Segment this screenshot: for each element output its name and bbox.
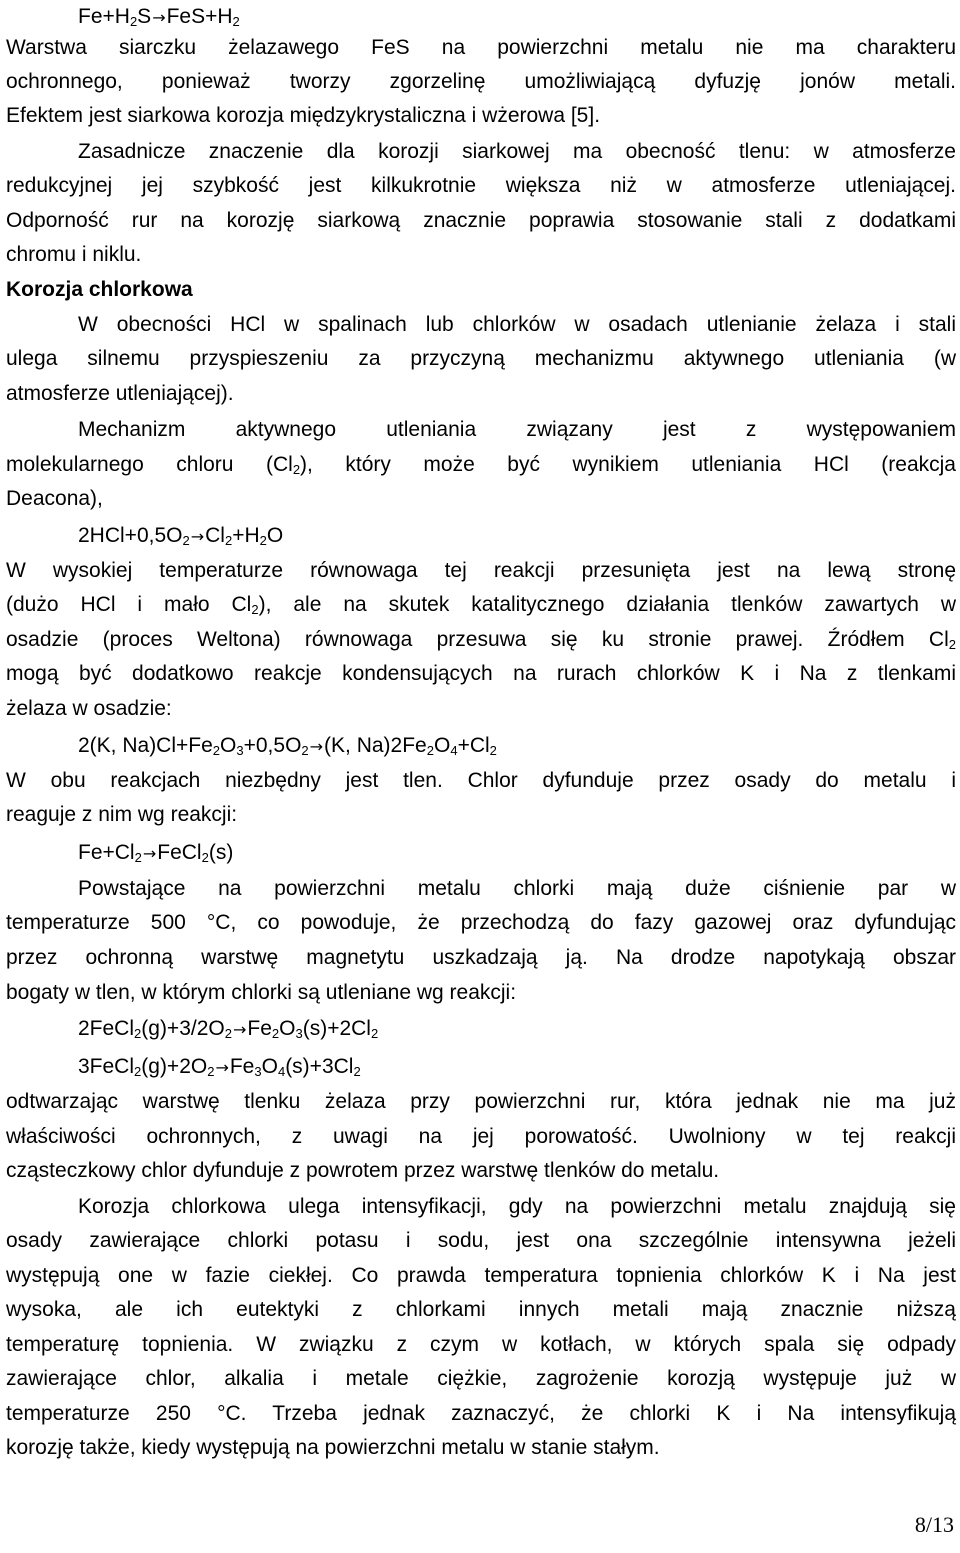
text-line: żelaza w osadzie: — [6, 697, 172, 720]
page-number: 8/13 — [914, 1512, 954, 1537]
text-line: właściwości ochronnych, z uwagi na jej porowatość. Uwolniony w tej reakcji — [6, 1125, 956, 1148]
equation-deacon: $2HCl+0,5O_2\to Cl_2+H_2O$ — [78, 524, 284, 548]
text-line: cząsteczkowy chlor dyfunduje z powrotem przez warstwę tlenków do metalu. — [6, 1159, 720, 1182]
text-line: wysoka, ale ich eutektyki z chlorkami innych metali mają znacznie niższą — [6, 1298, 956, 1321]
text-line: temperaturze 500 °C, co powoduje, że przechodzą do fazy gazowej oraz dyfundując — [6, 911, 956, 934]
text-line: bogaty w tlen, w którym chlorki są utleniane wg reakcji: — [6, 981, 517, 1004]
text-line: temperaturze 250 °C. Trzeba jednak zaznaczyć, że chlorki K i Na intensyfikują — [6, 1402, 956, 1425]
equation-fe-h2s: $Fe+H_2S\to FeS+H_2$ — [78, 5, 240, 29]
text-line: Efektem jest siarkowa korozja międzykrystaliczna i wżerowa [5]. — [6, 104, 601, 127]
text-line: Deacona), — [6, 487, 103, 510]
text-line: Odporność rur na korozję siarkową znacznie poprawia stosowanie stali z dodatkami — [6, 209, 956, 232]
text-line: W obu reakcjach niezbędny jest tlen. Chlor dyfunduje przez osady do metalu i — [6, 769, 956, 792]
text-line: Mechanizm aktywnego utleniania związany jest z występowaniem — [78, 418, 956, 441]
text-line: redukcyjnej jej szybkość jest kilkukrotnie większa niż w atmosferze utleniającej. — [6, 174, 956, 197]
text-line: (dużo HCl i mało $Cl_2$), ale na skutek katalitycznego działania tlenków zawartych w — [6, 593, 956, 617]
text-line: Powstające na powierzchni metalu chlorki mają duże ciśnienie par w — [78, 877, 956, 900]
text-line: ochronnego, ponieważ tworzy zgorzelinę umożliwiającą dyfuzję jonów metali. — [6, 70, 956, 93]
text-line: Warstwa siarczku żelazawego FeS na powierzchni metalu nie ma charakteru — [6, 36, 956, 59]
text-line: zawierające chlor, alkalia i metale ciężkie, zagrożenie korozją występuje już w — [6, 1367, 956, 1390]
text-line: korozję także, kiedy występują na powierzchni metalu w stanie stałym. — [6, 1436, 660, 1459]
equation-fe3o4: $3FeCl_2(g)+2O_2\to Fe_3O_4(s)+3Cl_2$ — [78, 1055, 361, 1079]
text-line: molekularnego chloru $(Cl_2)$, który może być wynikiem utleniania HCl (reakcja — [6, 453, 956, 477]
text-line: Korozja chlorkowa ulega intensyfikacji, gdy na powierzchni metalu znajdują się — [78, 1195, 956, 1218]
text-line: W wysokiej temperaturze równowaga tej reakcji przesunięta jest na lewą stronę — [6, 559, 956, 582]
equation-fe2o3: $2FeCl_2(g)+3/2O_2\to Fe_2O_3(s)+2Cl_2$ — [78, 1017, 379, 1041]
text-line: temperaturę topnienia. W związku z czym w kotłach, w których spala się odpady — [6, 1333, 956, 1356]
text-line: atmosferze utleniającej). — [6, 382, 234, 405]
text-line: mogą być dodatkowo reakcje kondensujących na rurach chlorków K i Na z tlenkami — [6, 662, 956, 685]
equation-fecl2: $Fe+Cl_2\to FeCl_2(s)$ — [78, 841, 234, 865]
text-line: ulega silnemu przyspieszeniu za przyczyną mechanizmu aktywnego utleniania (w — [6, 347, 956, 370]
text-line: odtwarzając warstwę tlenku żelaza przy powierzchni rur, która jednak nie ma już — [6, 1090, 956, 1113]
equation-alkali-chloride: 2(K, $Na)Cl+Fe_2O_3+0,5O_2\to(K$, $Na)2Fe_2O_4+Cl_2$ — [78, 734, 497, 758]
text-line: chromu i niklu. — [6, 243, 142, 266]
text-line: W obecności HCl w spalinach lub chlorków w osadach utlenianie żelaza i stali — [78, 313, 956, 336]
section-heading: Korozja chlorkowa — [6, 278, 193, 301]
text-line: Zasadnicze znaczenie dla korozji siarkowej ma obecność tlenu: w atmosferze — [78, 140, 956, 163]
text-line: występują one w fazie ciekłej. Co prawda temperatura topnienia chlorków K i Na jest — [6, 1264, 956, 1287]
text-line: przez ochronną warstwę magnetytu uszkadzają ją. Na drodze napotykają obszar — [6, 946, 956, 969]
text-line: reaguje z nim wg reakcji: — [6, 803, 238, 826]
text-line: osady zawierające chlorki potasu i sodu, jest ona szczególnie intensywna jeżeli — [6, 1229, 956, 1252]
text-line: osadzie (proces Weltona) równowaga przesuwa się ku stronie prawej. Źródłem $Cl_2$ — [6, 628, 956, 652]
